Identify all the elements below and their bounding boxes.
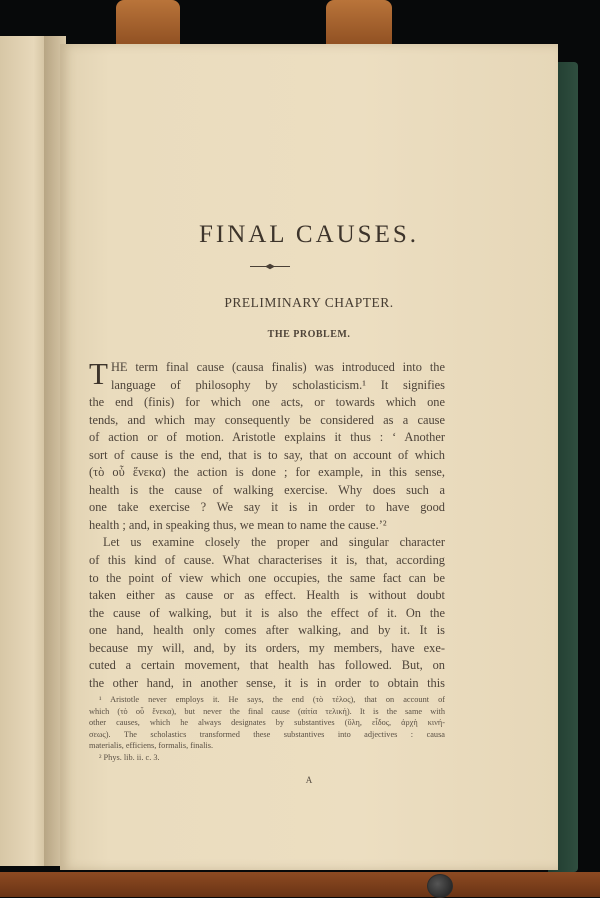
left-page-edge	[0, 36, 48, 866]
text-line: the cause of walking, but it is also the effect of it. On the	[89, 605, 445, 620]
drop-cap: T	[89, 356, 108, 391]
footnote-line: materialis, efficiens, formalis, finalis.	[89, 741, 214, 751]
text-line: taken either as cause or as effect. Health is without doubt	[89, 588, 445, 603]
text-line: one take exercise ? We say it is in order to have good	[89, 500, 445, 515]
text-line: health ; and, in speaking thus, we mean to name the cause.’²	[89, 517, 387, 532]
text-line: sort of cause is the end, that is to say, that on account of which	[89, 447, 445, 462]
footnote-line: σεως). The scholastics transformed these substantives into adjectives : causa	[89, 729, 445, 739]
footnotes	[89, 694, 445, 764]
text-line: language of philosophy by scholasticism.¹ It signifies	[110, 377, 445, 392]
footnote-line: ² Phys. lib. ii. c. 3.	[99, 752, 160, 762]
text-line: tends, and which may consequently be considered as a cause	[89, 412, 445, 427]
text-line: the end (finis) for which one acts, or towards which one	[89, 395, 445, 410]
text-line: of this kind of cause. What characterises it is, that, according	[89, 553, 445, 568]
body-text	[89, 356, 445, 692]
ornament-divider-icon	[250, 263, 290, 270]
book-stand-base	[0, 872, 600, 897]
text-line: of action or of motion. Aristotle explains it thus : ‘ Another	[89, 430, 445, 445]
section-heading: THE PROBLEM.	[267, 329, 351, 340]
footnote-line: which (τὸ οὗ ἕνεκα), but never the final cause (αἰτία τελική). It is the same with	[89, 706, 445, 716]
text-line: cuted a certain movement, that health has followed. But, on	[89, 658, 445, 673]
stand-knob-icon	[427, 874, 453, 898]
signature-mark: A	[305, 775, 313, 785]
text-line: health is the cause of walking exercise. Why does such a	[89, 482, 445, 497]
footnote-line: ¹ Aristotle never employs it. He says, the end (τὸ τέλος), that on account of	[99, 695, 445, 704]
book-page	[60, 44, 558, 870]
text-line: (τὸ οὗ ἕνεκα) the action is done ; for example, in this sense,	[89, 465, 445, 480]
chapter-heading: PRELIMINARY CHAPTER.	[224, 295, 394, 310]
text-line: HE term final cause (causa finalis) was introduced into the	[110, 360, 445, 374]
text-line: one hand, health only comes after walking, and by it. It is	[89, 623, 445, 638]
page-title: FINAL CAUSES.	[198, 221, 420, 248]
text-line: because my will, and, by its orders, my members, have exe-	[89, 640, 445, 655]
text-line: the other hand, in another sense, it is in order to obtain this	[89, 675, 445, 690]
footnote-line: other causes, which he always designates by substantives (ὕλη, εἶδος, ἀρχὴ κινή-	[89, 718, 445, 728]
text-line: Let us examine closely the proper and singular character	[103, 535, 445, 550]
text-line: to the point of view which one occupies, the same fact can be	[89, 570, 445, 585]
